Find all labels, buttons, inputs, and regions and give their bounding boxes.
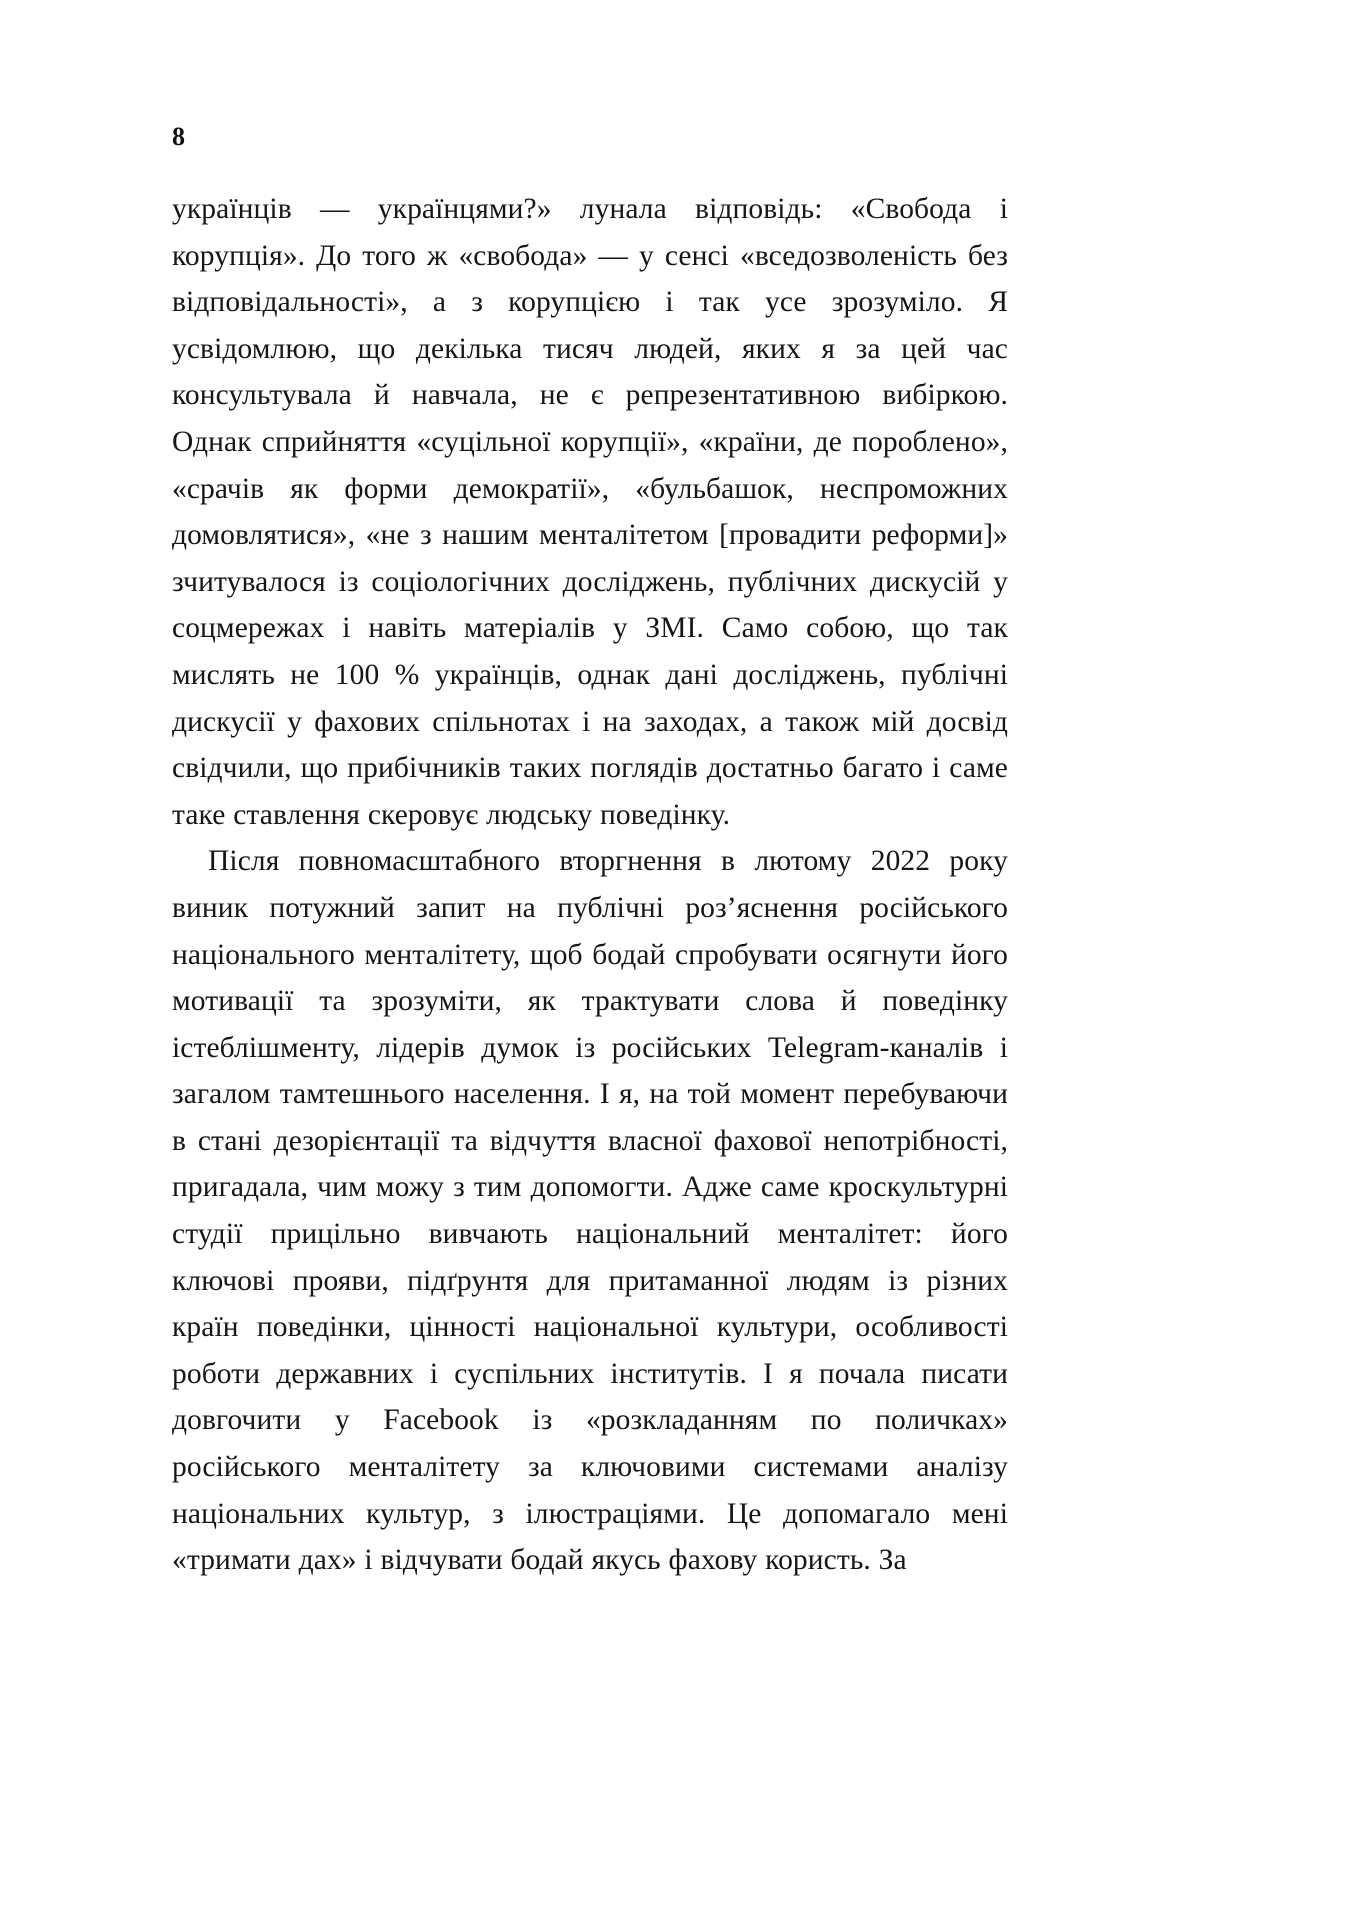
body-text-column [172,186,1008,1584]
paragraph-1: українців — українцями?» лунала відповідь: «Свобода і корупція». До того ж «свобода» — у сенсі «вседозволеність без відповідальності», а з корупцією і так усе зрозуміло. Я усвідомлюю, що декілька тисяч людей, яких я за цей час консультувала й навчала, не є репрезентативною вибіркою. Однак сприйняття «суцільної корупції», «країни, де пороблено», «срачів як форми демократії», «бульбашок, неспроможних домовлятися», «не з нашим менталітетом [провадити реформи]» зчитувалося із соціологічних досліджень, публічних дискусій у соцмережах і навіть матеріалів у ЗМІ. Само собою, що так мислять не 100 % українців, однак дані досліджень, публічні дискусії у фахових спільнотах і на заходах, а також мій досвід свідчили, що прибічників таких поглядів достатньо багато і саме таке ставлення скеровує людську поведінку. [172,193,1008,831]
page-number: 8 [172,122,185,151]
paragraph-2: Після повномасштабного вторгнення в лютому 2022 року виник потужний запит на публічні роз’яснення російського національного менталітету, щоб бодай спробувати осягнути його мотивації та зрозуміти, як трактувати слова й поведінку істеблішменту, лідерів думок із російських Telegram-каналів і загалом тамтешнього населення. І я, на той момент перебуваючи в стані дезорієнтації та відчуття власної фахової непотрібності, пригадала, чим можу з тим допомогти. Адже саме кроскультурні студії прицільно вивчають національний менталітет: його ключові прояви, підґрунтя для притаманної людям із різних країн поведінки, цінності національної культури, особливості роботи державних і суспільних інститутів. І я почала писати довгочити у Facebook із «розкладанням по поличках» російського менталітету за ключовими системами аналізу національних культур, з ілюстраціями. Це допомагало мені «тримати дах» і відчувати бодай якусь фахову користь. За [172,845,1008,1577]
